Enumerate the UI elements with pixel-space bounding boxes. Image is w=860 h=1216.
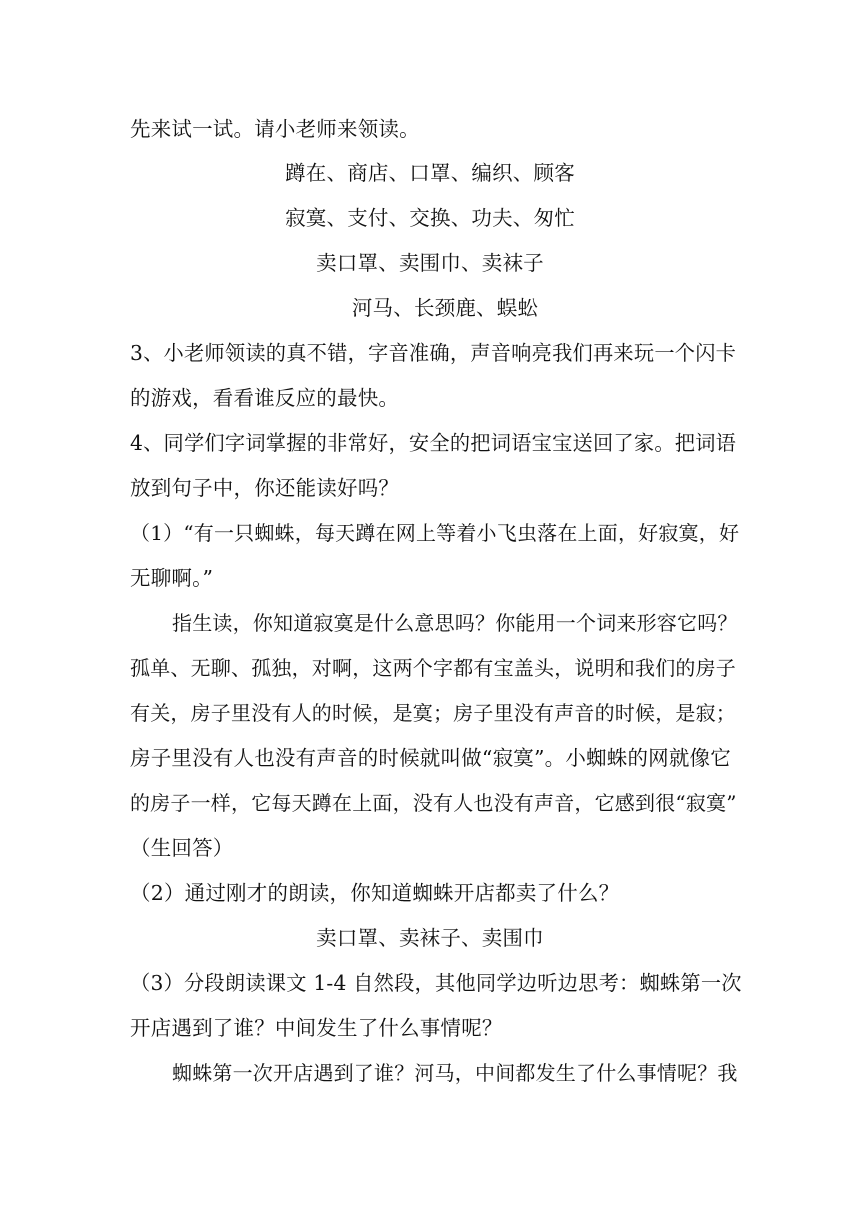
text-line: 房子里没有人也没有声音的时候就叫做“寂寞”。小蜘蛛的网就像它	[130, 746, 731, 770]
text-line: 放到句子中，你还能读好吗？	[130, 476, 400, 500]
text-line: 的房子一样，它每天蹲在上面，没有人也没有声音，它感到很“寂寞”	[130, 791, 737, 815]
text-line: 3、小老师领读的真不错，字音准确，声音响亮我们再来玩一个闪卡	[130, 341, 737, 365]
text-line: 开店遇到了谁？中间发生了什么事情呢？	[130, 1016, 503, 1040]
text-line: 孤单、无聊、孤独，对啊，这两个字都有宝盖头，说明和我们的房子	[130, 656, 736, 680]
text-line: 4、同学们字词掌握的非常好，安全的把词语宝宝送回了家。把词语	[130, 431, 737, 455]
text-line: （1）“有一只蜘蛛，每天蹲在网上等着小飞虫落在上面，好寂寞，好	[130, 521, 740, 545]
text-line: 指生读，你知道寂寞是什么意思吗？你能用一个词来形容它吗？	[172, 611, 738, 635]
text-line: （生回答）	[130, 836, 234, 860]
vocab-line: 蹲在、商店、口罩、编织、顾客	[285, 161, 575, 185]
text-line: 有关，房子里没有人的时候，是寞；房子里没有声音的时候，是寂；	[130, 701, 736, 725]
text-line: （2）通过刚才的朗读，你知道蜘蛛开店都卖了什么？	[130, 881, 620, 905]
text-line: 蜘蛛第一次开店遇到了谁？河马，中间都发生了什么事情呢？我	[172, 1061, 738, 1085]
text-line: 的游戏，看看谁反应的最快。	[130, 386, 400, 410]
vocab-line: 卖口罩、卖袜子、卖围巾	[316, 926, 544, 950]
text-line: 先来试一试。请小老师来领读。	[130, 117, 420, 141]
text-line: （3）分段朗读课文 1-4 自然段，其他同学边听边思考：蜘蛛第一次	[130, 971, 742, 995]
text-line: 无聊啊。”	[130, 566, 214, 590]
vocab-line: 河马、长颈鹿、蜈蚣	[351, 296, 539, 320]
vocab-line: 卖口罩、卖围巾、卖袜子	[316, 251, 544, 275]
vocab-line: 寂寞、支付、交换、功夫、匆忙	[285, 206, 575, 230]
